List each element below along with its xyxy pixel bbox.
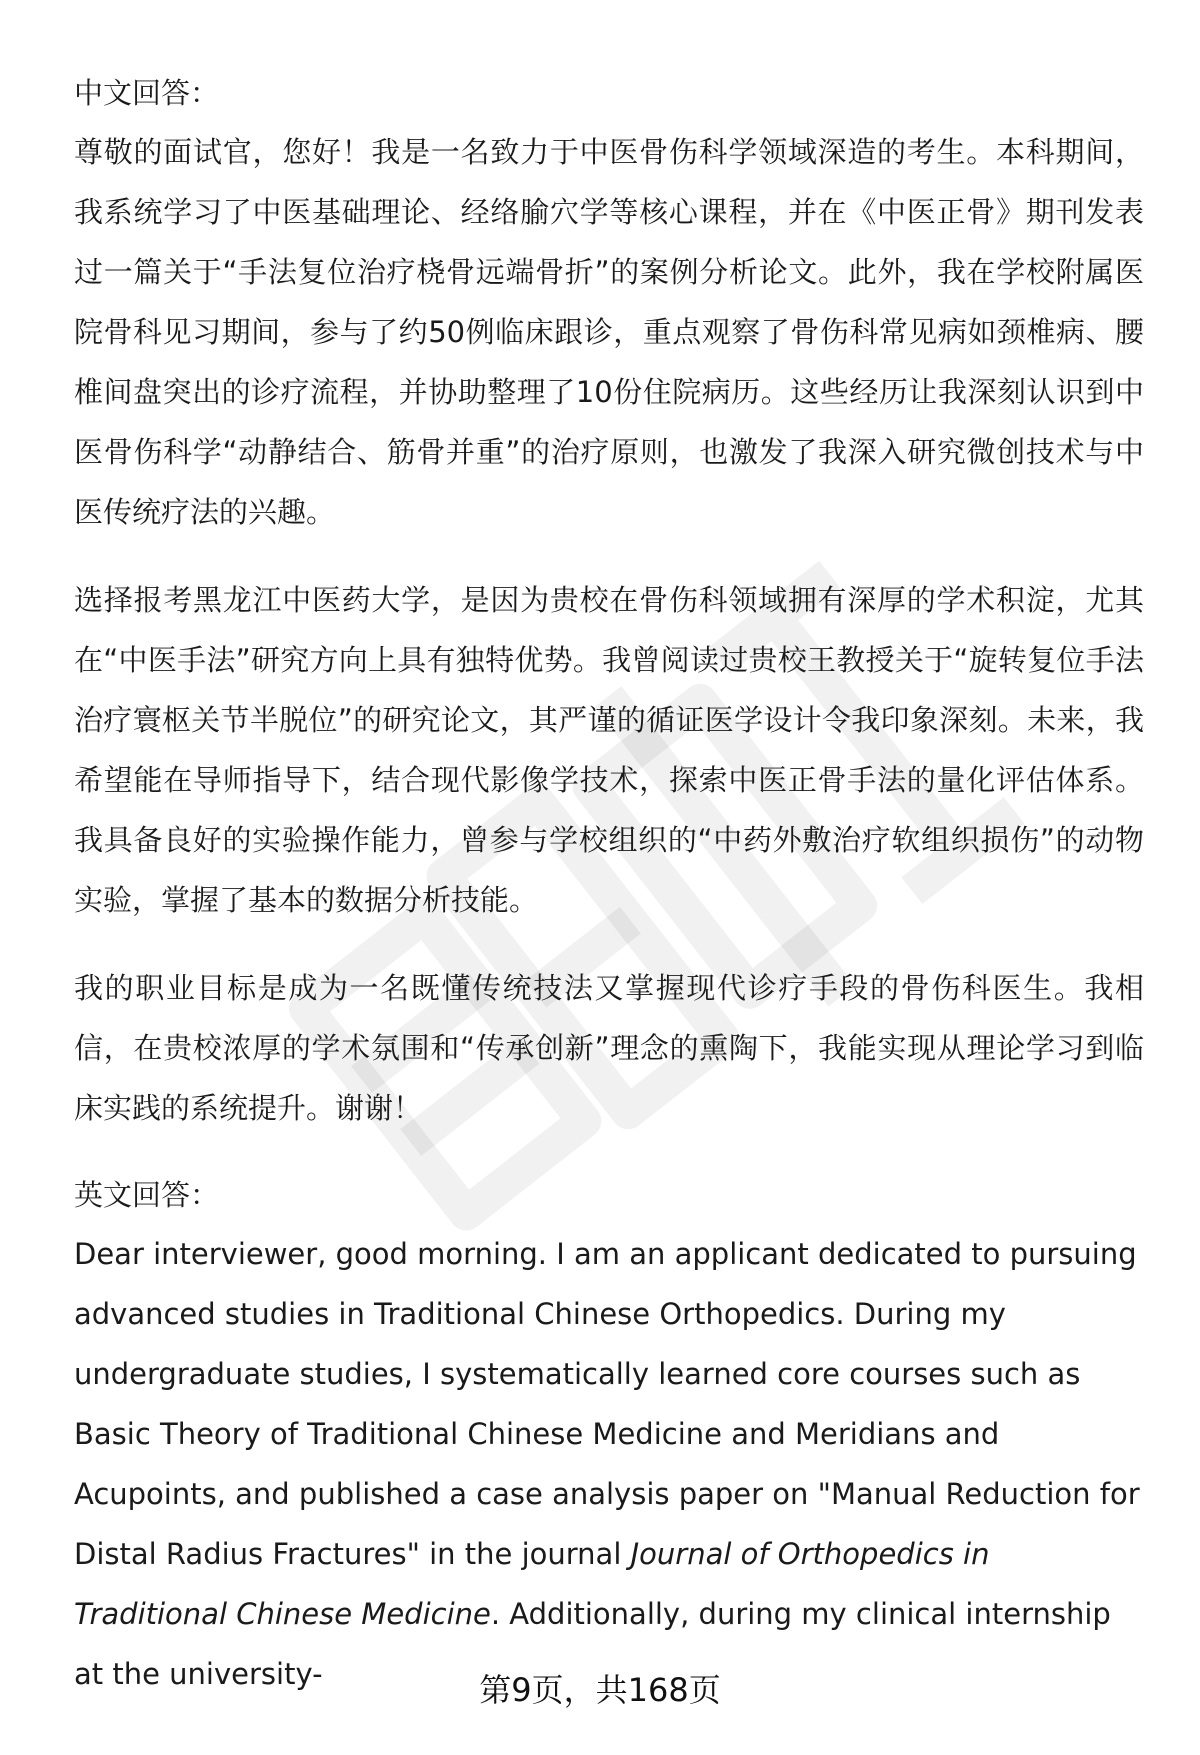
english-paragraph — [74, 1224, 1144, 1704]
document-page — [74, 64, 1144, 1704]
chinese-answer-label: 中文回答： — [74, 76, 220, 110]
journal-title: Journal of Orthopedics in Traditional Chinese Medicine — [74, 1537, 990, 1631]
page-number-footer: 第9页，共168页 — [479, 1671, 721, 1709]
english-text-part-1: Dear interviewer, good morning. I am an applicant dedicated to pursuing advanced studies in Traditional Chinese Orthopedics. During my undergraduate studies, I systematically learned core courses such as Basic Theory of Traditional Chinese Medicine and Meridians and Acupoints, and published a case analysis paper on "Manual Reduction for Distal Radius Fractures" in the journal — [74, 1237, 1140, 1571]
chinese-paragraph-3: 我的职业目标是成为一名既懂传统技法又掌握现代诊疗手段的骨伤科医生。我相信，在贵校浓厚的学术氛围和“传承创新”理念的熏陶下，我能实现从理论学习到临床实践的系统提升。谢谢！ — [74, 971, 1144, 1125]
english-text-part-2: . Additionally, during my clinical internship at the university- — [74, 1597, 1111, 1691]
chinese-paragraph-1: 尊敬的面试官，您好！我是一名致力于中医骨伤科学领域深造的考生。本科期间，我系统学习了中医基础理论、经络腧穴学等核心课程，并在《中医正骨》期刊发表过一篇关于“手法复位治疗桡骨远端骨折”的案例分析论文。此外，我在学校附属医院骨科见习期间，参与了约50例临床跟诊，重点观察了骨伤科常见病如颈椎病、腰椎间盘突出的诊疗流程，并协助整理了10份住院病历。这些经历让我深刻认识到中医骨伤科学“动静结合、筋骨并重”的治疗原则，也激发了我深入研究微创技术与中医传统疗法的兴趣。 — [74, 135, 1144, 529]
english-answer-label: 英文回答： — [74, 1178, 220, 1212]
chinese-paragraph-2: 选择报考黑龙江中医药大学，是因为贵校在骨伤科领域拥有深厚的学术积淀，尤其在“中医手法”研究方向上具有独特优势。我曾阅读过贵校王教授关于“旋转复位手法治疗寰枢关节半脱位”的研究论文，其严谨的循证医学设计令我印象深刻。未来，我希望能在导师指导下，结合现代影像学技术，探索中医正骨手法的量化评估体系。我具备良好的实验操作能力，曾参与学校组织的“中药外敷治疗软组织损伤”的动物实验，掌握了基本的数据分析技能。 — [74, 583, 1144, 917]
